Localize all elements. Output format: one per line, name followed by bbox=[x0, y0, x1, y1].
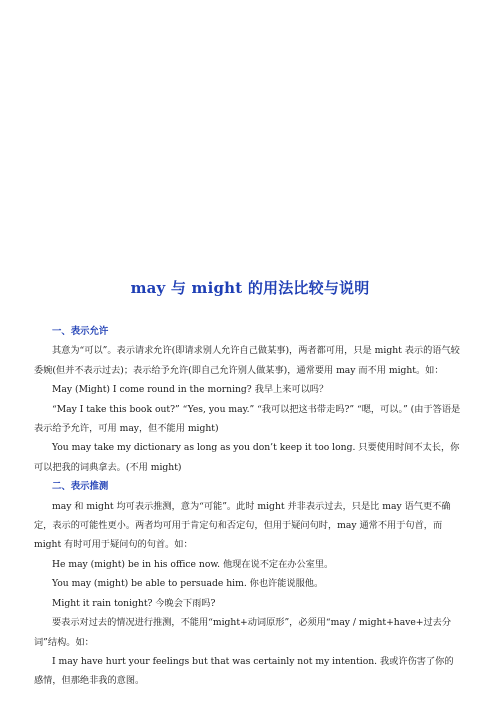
paragraph: 其意为“可以”。表示请求允许(即请求别人允许自己做某事)，两者都可用，只是 might 表示的语气较委婉(但并不表示过去)；表示给予允许(即自己允许别人做某事)，通常要用 may 而不用 might。如： bbox=[34, 345, 460, 376]
document-title: may 与 might 的用法比较与说明 bbox=[130, 279, 370, 297]
document-body bbox=[34, 322, 462, 691]
example-sentence: May (Might) I come round in the morning? 我早上来可以吗？ bbox=[52, 384, 329, 396]
example-sentence: You may take my dictionary as long as you don’t keep it too long. 只要使用时间不太长，你可以把我的词典拿去。(不用 might) bbox=[34, 442, 460, 473]
section-heading-speculation: 二、表示推测 bbox=[52, 481, 109, 493]
section-heading-permission: 一、表示允许 bbox=[52, 326, 109, 337]
example-sentence: He may (might) be in his office now. 他现在说不定在办公室里。 bbox=[52, 558, 334, 570]
paragraph: may 和 might 均可表示推测，意为“可能”。此时 might 并非表示过去，只是比 may 语气更不确定，表示的可能性更小。两者均可用于肯定句和否定句，但用于疑问句时，may 通常不用于句首，而 might 有时可用于疑问句的句首。如： bbox=[34, 500, 451, 551]
example-sentence: Might it rain tonight? 今晚会下雨吗? bbox=[52, 597, 216, 609]
example-sentence: I may have hurt your feelings but that was certainly not my intention. 我或许伤害了你的感情，但那绝非我的意图。 bbox=[34, 655, 454, 687]
paragraph: 要表示对过去的情况进行推测，不能用“might+动词原形”，必须用“may / might+have+过去分词”结构。如： bbox=[34, 617, 452, 648]
example-sentence: “May I take this book out?” “Yes, you may.” “我可以把这书带走吗?” “嗯，可以。” (由于答语是表示给予允许，可用 may，但不能用 might) bbox=[34, 403, 461, 435]
example-sentence: You may (might) be able to persuade him. 你也许能说服他。 bbox=[52, 578, 324, 590]
